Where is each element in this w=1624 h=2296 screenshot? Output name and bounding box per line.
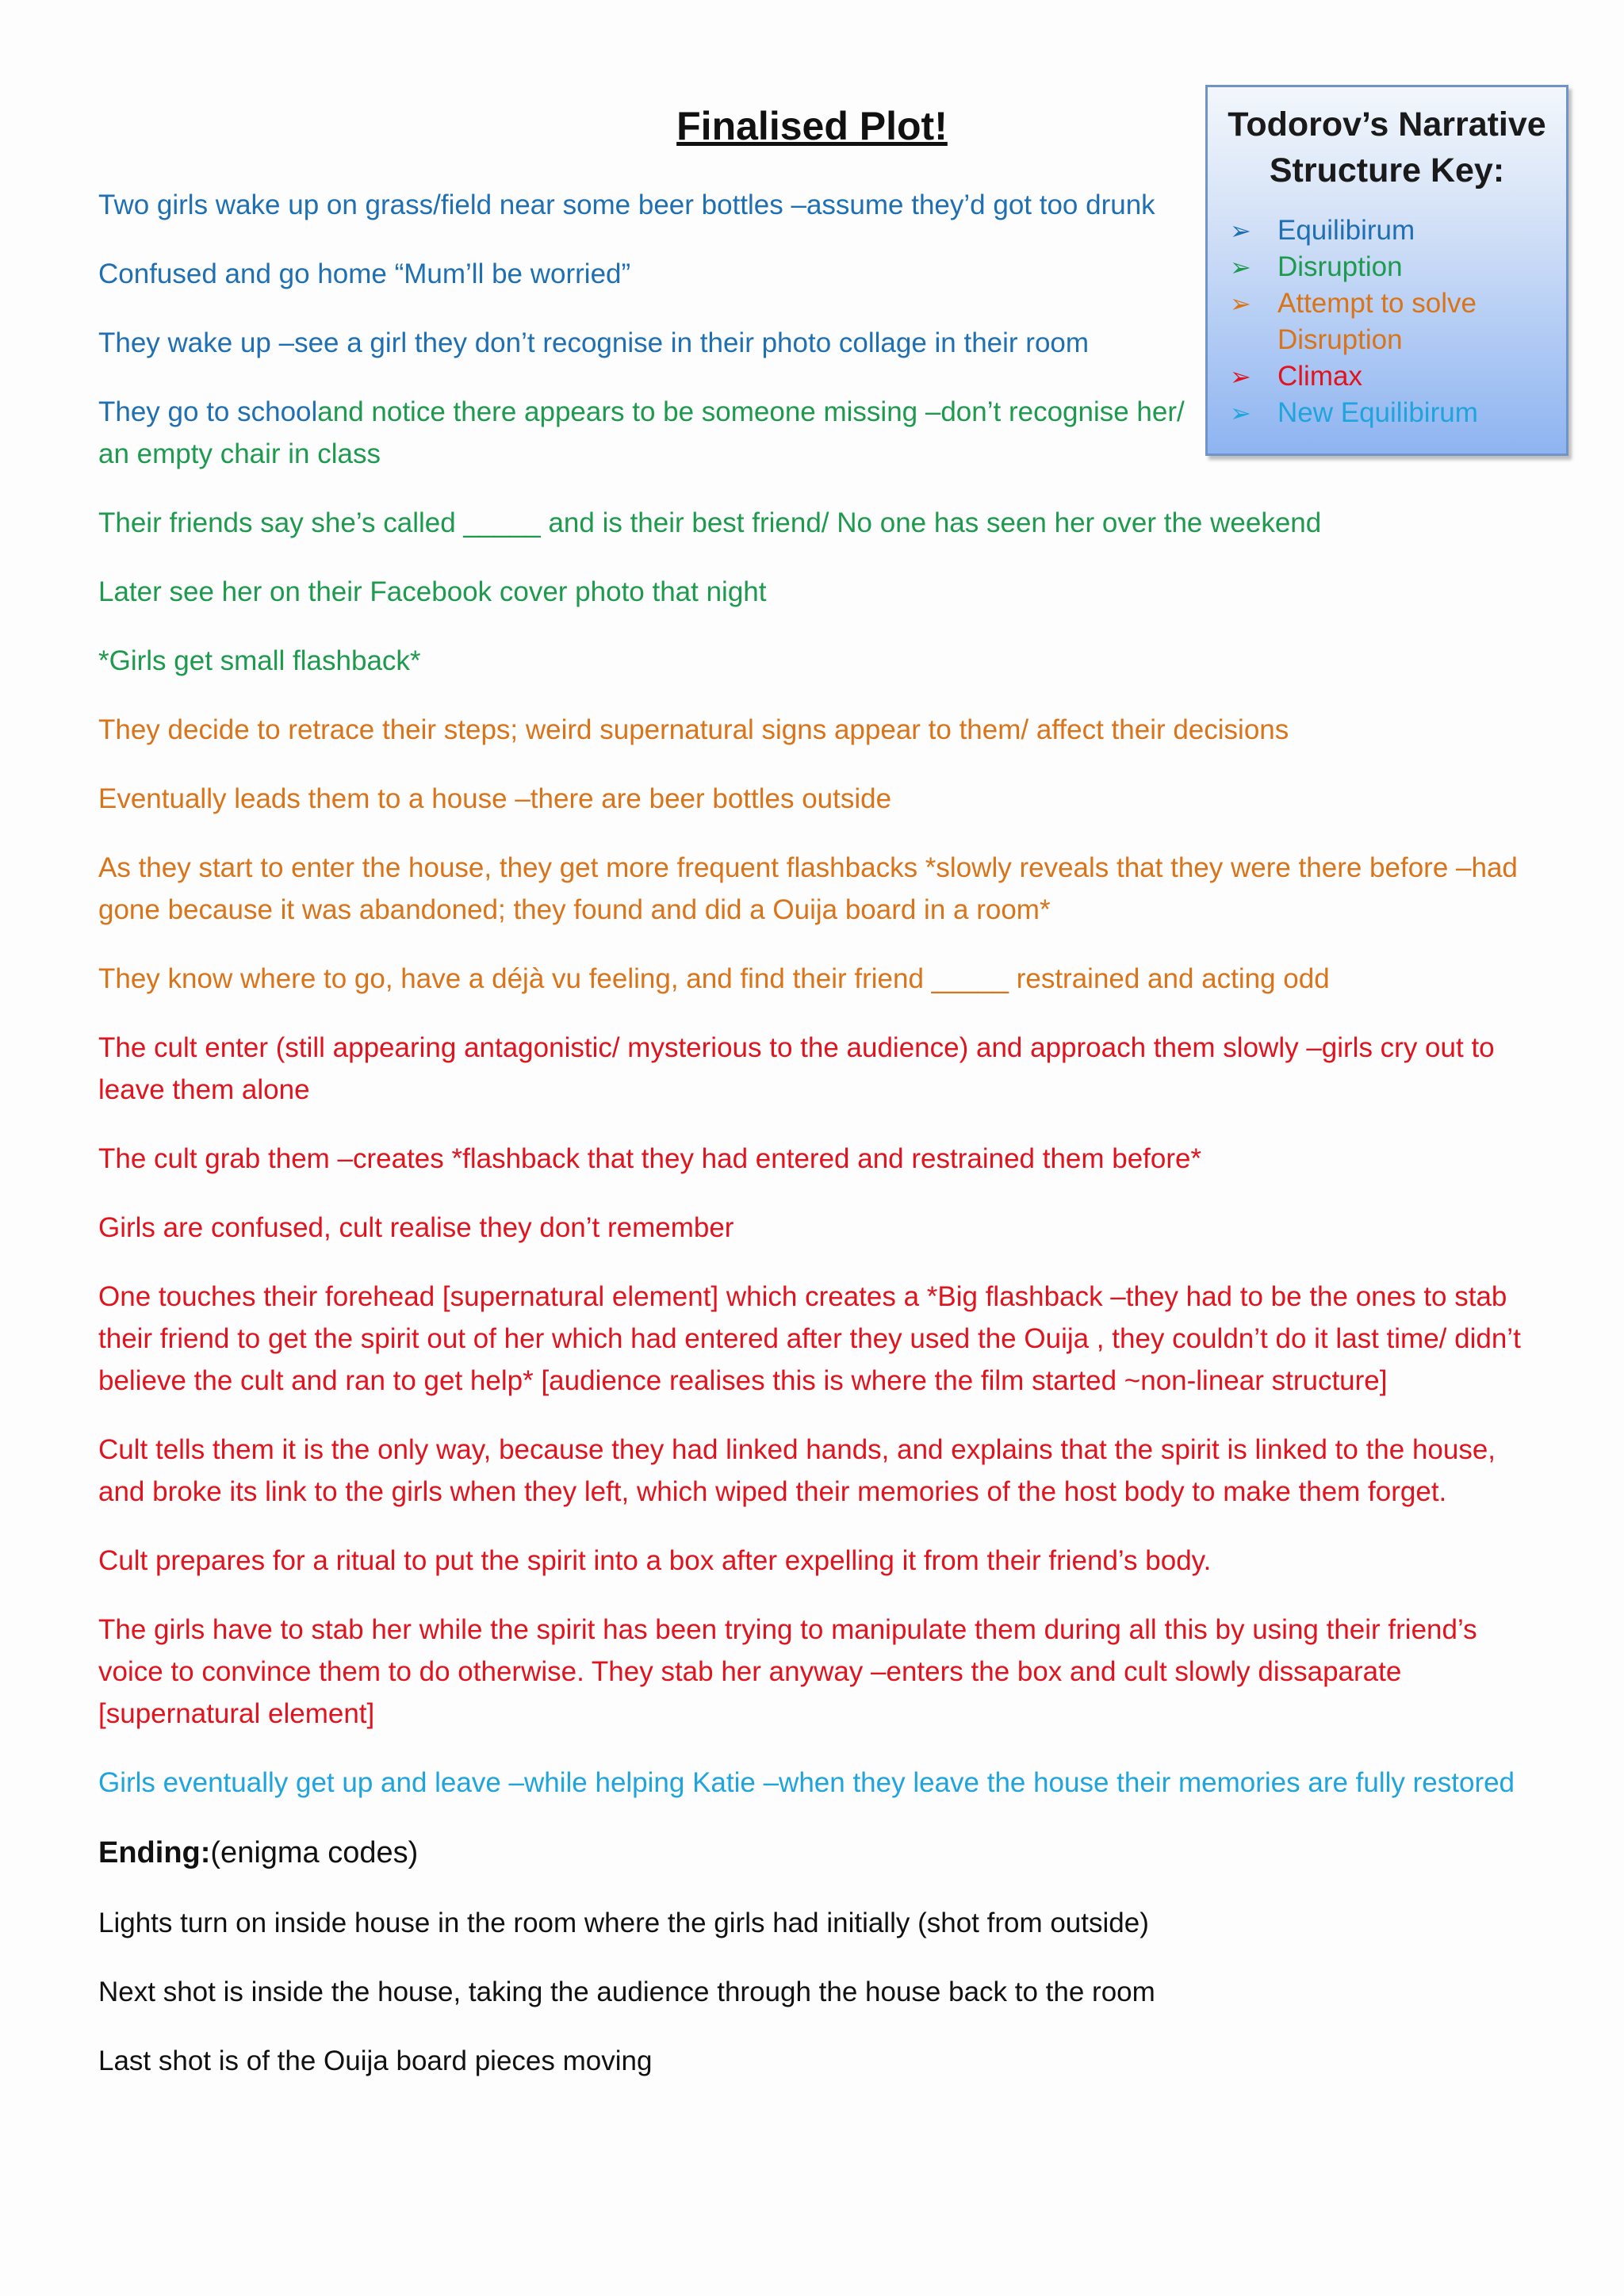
- arrow-bullet-icon: ➢: [1230, 399, 1251, 427]
- plot-paragraph: [98, 391, 1193, 475]
- ending-line: Last shot is of the Ouija board pieces moving: [98, 2045, 653, 2076]
- ending-line: Next shot is inside the house, taking the audience through the house back to the room: [98, 1976, 1155, 2007]
- page-title: Finalised Plot!: [676, 104, 948, 148]
- plot-paragraph: They know where to go, have a déjà vu feeling, and find their friend _____ restrained and acting odd: [98, 963, 1330, 994]
- plot-paragraph: Cult prepares for a ritual to put the spirit into a box after expelling it from their friend’s body.: [98, 1545, 1212, 1576]
- key-title: [1208, 101, 1566, 193]
- plot-paragraph: They decide to retrace their steps; weird supernatural signs appear to them/ affect their decisions: [98, 714, 1289, 745]
- key-item-label: Attempt to solve: [1277, 288, 1477, 319]
- plot-paragraph: Two girls wake up on grass/field near some beer bottles –assume they’d got too drunk: [98, 189, 1155, 220]
- plot-text-disruption: and notice there appears to be someone missing –don’t recognise her/ an empty chair in class: [98, 396, 1185, 469]
- plot-paragraph: Eventually leads them to a house –there are beer bottles outside: [98, 783, 892, 814]
- plot-text-equilibrium: They go to school: [98, 396, 318, 427]
- arrow-bullet-icon: ➢: [1230, 362, 1251, 391]
- plot-paragraph: The girls have to stab her while the spirit has been trying to manipulate them during all this by using their friend’s voice to convince them to do otherwise. They stab her anyway –enters the box and cult slowly dissaparate [supernatural element]: [98, 1614, 1477, 1729]
- key-item-label: Climax: [1277, 361, 1362, 392]
- plot-paragraph: Girls eventually get up and leave –while helping Katie –when they leave the house their memories are fully restored: [98, 1767, 1515, 1798]
- plot-paragraph: *Girls get small flashback*: [98, 645, 421, 676]
- plot-paragraph: Girls are confused, cult realise they don’t remember: [98, 1212, 734, 1243]
- ending-label: Ending:: [98, 1836, 211, 1869]
- plot-paragraph: They wake up –see a girl they don’t recognise in their photo collage in their room: [98, 327, 1090, 358]
- key-item-label: Disruption: [1277, 251, 1403, 282]
- plot-paragraph: Cult tells them it is the only way, because they had linked hands, and explains that the spirit is linked to the house, and broke its link to the girls when they left, which wiped their memories of the host body to make them forget.: [98, 1434, 1496, 1507]
- plot-paragraph: Confused and go home “Mum’ll be worried”: [98, 258, 631, 289]
- plot-paragraph: As they start to enter the house, they get more frequent flashbacks *slowly reveals that they were there before –had gone because it was abandoned; they found and did a Ouija board in a room*: [98, 852, 1518, 925]
- arrow-bullet-icon: ➢: [1230, 216, 1251, 245]
- plot-paragraph: One touches their forehead [supernatural element] which creates a *Big flashback –they had to be the ones to stab their friend to get the spirit out of her which had entered after they used the Ouija , they couldn’t do it last time/ didn’t believe the cult and ran to get help* [audience realises this is where the film started ~non-linear structure]: [98, 1281, 1521, 1396]
- plot-paragraph: Their friends say she’s called _____ and is their best friend/ No one has seen her over the weekend: [98, 507, 1322, 538]
- plot-content: [98, 184, 1542, 2109]
- plot-paragraph: The cult grab them –creates *flashback that they had entered and restrained them before*: [98, 1143, 1202, 1174]
- arrow-bullet-icon: ➢: [1230, 253, 1251, 281]
- key-item-label: New Equilibirum: [1277, 397, 1478, 428]
- key-title-line1: Todorov’s Narrative: [1228, 105, 1546, 144]
- arrow-bullet-icon: ➢: [1230, 289, 1251, 318]
- ending-line: Lights turn on inside house in the room where the girls had initially (shot from outside): [98, 1908, 1149, 1938]
- key-title-line2: Structure Key:: [1269, 151, 1505, 189]
- plot-paragraph: The cult enter (still appearing antagonistic/ mysterious to the audience) and approach them slowly –girls cry out to leave them alone: [98, 1032, 1495, 1105]
- key-item-label: Equilibirum: [1277, 215, 1415, 246]
- ending-heading: [98, 1831, 1542, 1875]
- ending-subheading: (enigma codes): [210, 1836, 419, 1869]
- key-item-label-cont: Disruption: [1277, 324, 1403, 355]
- plot-paragraph: Later see her on their Facebook cover photo that night: [98, 576, 767, 607]
